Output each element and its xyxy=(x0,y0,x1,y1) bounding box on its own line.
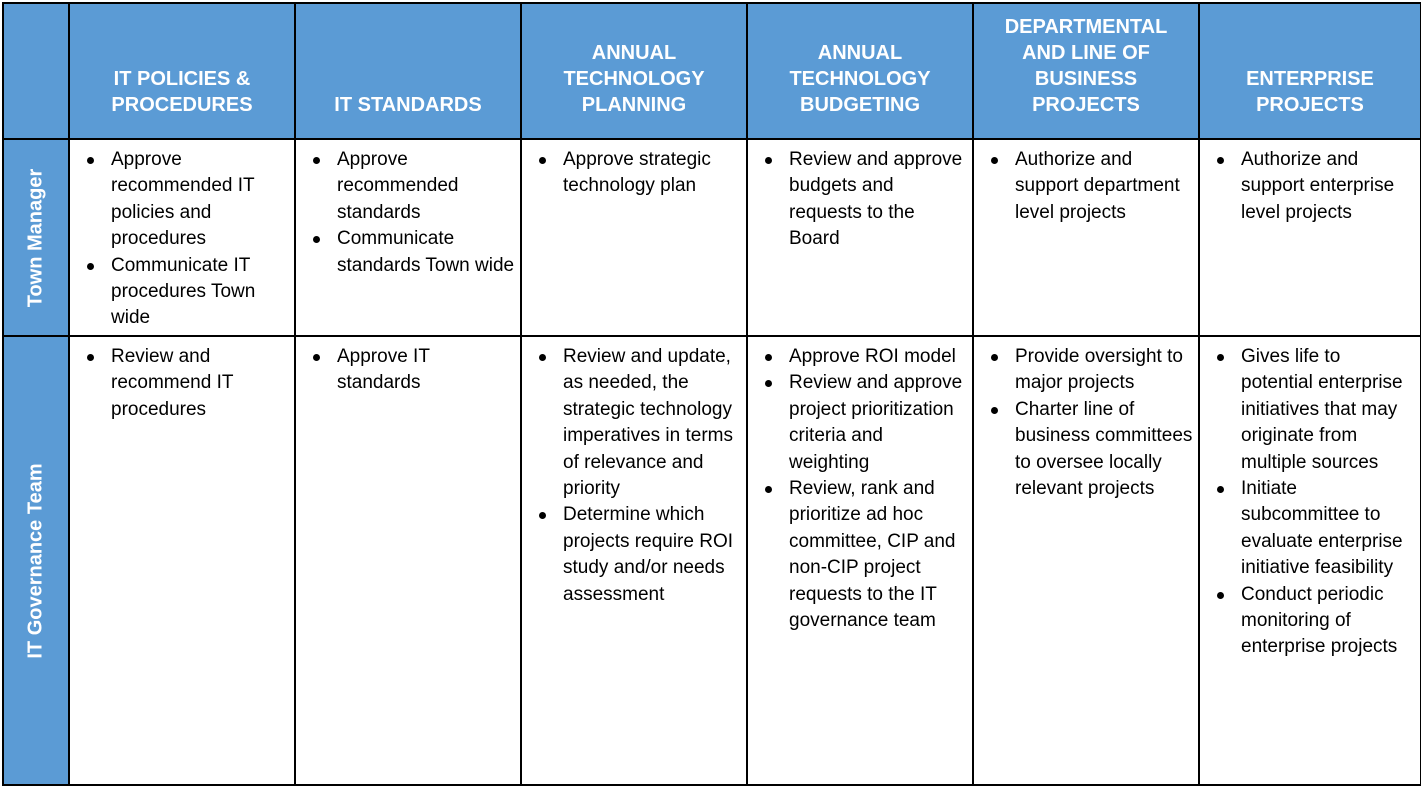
bullet-list xyxy=(748,147,968,253)
bullet-list xyxy=(522,147,742,200)
column-header: ENTERPRISE PROJECTS xyxy=(1199,3,1421,139)
bullet-item: Conduct periodic monitoring of enterprise projects xyxy=(1200,582,1416,661)
row-header-label: IT Governance Team xyxy=(24,462,47,659)
column-header: IT STANDARDS xyxy=(295,3,521,139)
bullet-list xyxy=(974,147,1194,226)
table-cell xyxy=(1199,336,1421,785)
bullet-item: Review and approve project prioritization criteria and weighting xyxy=(748,370,968,476)
bullet-list xyxy=(522,344,742,608)
corner-cell xyxy=(3,3,69,139)
table-cell xyxy=(295,139,521,336)
column-header: IT POLICIES & PROCEDURES xyxy=(69,3,295,139)
table-cell xyxy=(69,336,295,785)
table-cell xyxy=(973,336,1199,785)
governance-matrix-table xyxy=(2,2,1421,786)
bullet-list xyxy=(296,147,516,279)
bullet-list xyxy=(296,344,516,397)
bullet-item: Determine which projects require ROI study and/or needs assessment xyxy=(522,502,742,608)
table-cell xyxy=(973,139,1199,336)
bullet-list xyxy=(1200,147,1416,226)
bullet-list xyxy=(1200,344,1416,661)
bullet-item: Approve strategic technology plan xyxy=(522,147,742,200)
bullet-item: Approve IT standards xyxy=(296,344,516,397)
table-cell xyxy=(521,336,747,785)
table-row xyxy=(3,139,1421,336)
bullet-item: Authorize and support enterprise level projects xyxy=(1200,147,1416,226)
table-cell xyxy=(747,139,973,336)
bullet-item: Approve ROI model xyxy=(748,344,968,370)
column-header: ANNUAL TECHNOLOGY PLANNING xyxy=(521,3,747,139)
bullet-item: Authorize and support department level projects xyxy=(974,147,1194,226)
table-cell xyxy=(69,139,295,336)
bullet-item: Gives life to potential enterprise initiatives that may originate from multiple sources xyxy=(1200,344,1416,476)
bullet-item: Communicate IT procedures Town wide xyxy=(70,253,290,332)
bullet-item: Initiate subcommittee to evaluate enterprise initiative feasibility xyxy=(1200,476,1416,582)
bullet-list xyxy=(70,147,290,332)
bullet-list xyxy=(748,344,968,634)
table-cell xyxy=(295,336,521,785)
header-row xyxy=(3,3,1421,139)
bullet-item: Approve recommended IT policies and procedures xyxy=(70,147,290,253)
bullet-item: Charter line of business committees to oversee locally relevant projects xyxy=(974,397,1194,503)
row-header xyxy=(3,336,69,785)
bullet-item: Communicate standards Town wide xyxy=(296,226,516,279)
bullet-item: Review and update, as needed, the strategic technology imperatives in terms of relevance and priority xyxy=(522,344,742,502)
bullet-item: Review and recommend IT procedures xyxy=(70,344,290,423)
table-row xyxy=(3,336,1421,785)
bullet-list xyxy=(70,344,290,423)
bullet-list xyxy=(974,344,1194,502)
column-header: ANNUAL TECHNOLOGY BUDGETING xyxy=(747,3,973,139)
bullet-item: Review and approve budgets and requests to the Board xyxy=(748,147,968,253)
bullet-item: Review, rank and prioritize ad hoc committee, CIP and non-CIP project requests to the IT governance team xyxy=(748,476,968,634)
table-cell xyxy=(521,139,747,336)
bullet-item: Approve recommended standards xyxy=(296,147,516,226)
bullet-item: Provide oversight to major projects xyxy=(974,344,1194,397)
row-header-label: Town Manager xyxy=(24,168,47,307)
table-cell xyxy=(747,336,973,785)
row-header xyxy=(3,139,69,336)
table-cell xyxy=(1199,139,1421,336)
column-header: DEPARTMENTAL AND LINE OF BUSINESS PROJECTS xyxy=(973,3,1199,139)
